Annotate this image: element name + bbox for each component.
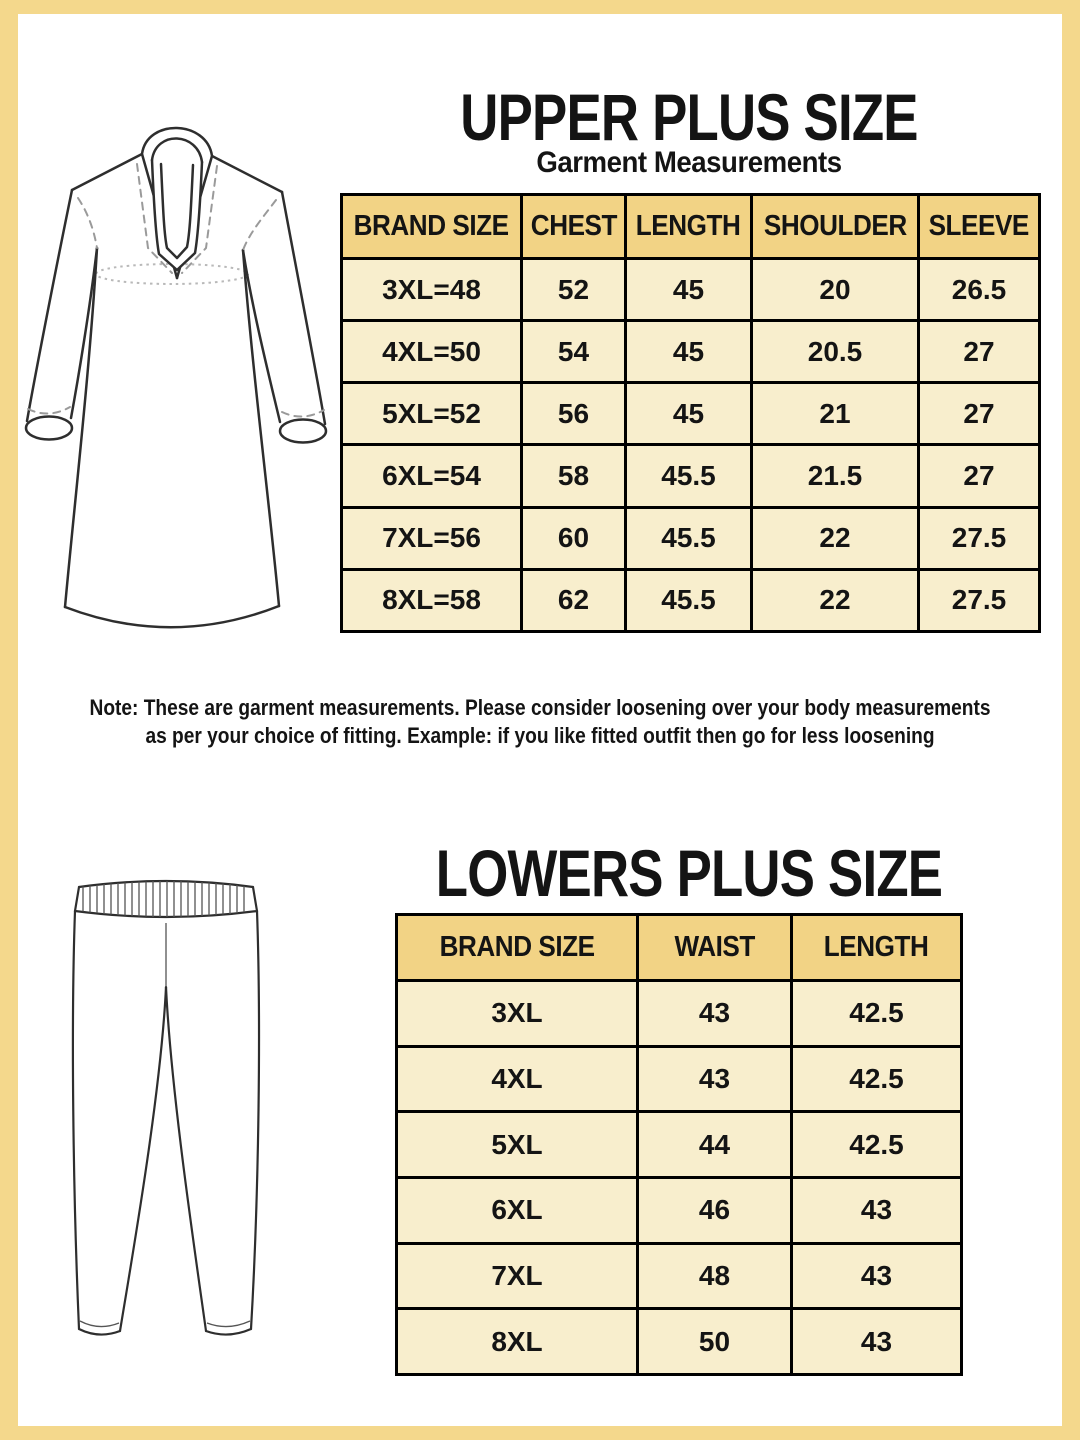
cell-sleeve: 27: [919, 383, 1040, 445]
cell-waist: 43: [638, 1046, 792, 1112]
cell-shoulder: 21.5: [752, 445, 919, 507]
cell-length: 43: [792, 1177, 962, 1243]
upper-row-5xl: [342, 383, 1040, 445]
cell-brand-size: 8XL=58: [342, 569, 522, 631]
cell-chest: 52: [522, 259, 626, 321]
cell-chest: 56: [522, 383, 626, 445]
cell-brand-size: 4XL=50: [342, 321, 522, 383]
cell-chest: 62: [522, 569, 626, 631]
cell-brand-size: 3XL: [397, 981, 638, 1047]
upper-col-chest: CHEST: [522, 195, 626, 259]
cell-sleeve: 27.5: [919, 507, 1040, 569]
note-line-2: as per your choice of fitting. Example: if you like fitted outfit then go for less loosening: [145, 723, 935, 748]
pants-detail-lines: [80, 881, 250, 1327]
cell-shoulder: 22: [752, 569, 919, 631]
upper-col-length: LENGTH: [626, 195, 752, 259]
cell-sleeve: 27: [919, 445, 1040, 507]
cell-waist: 50: [638, 1309, 792, 1375]
upper-section-subtitle: Garment Measurements: [536, 146, 842, 179]
cell-length: 45: [626, 321, 752, 383]
cell-length: 45: [626, 259, 752, 321]
cell-brand-size: 6XL=54: [342, 445, 522, 507]
cell-waist: 44: [638, 1112, 792, 1178]
upper-col-sleeve: SLEEVE: [919, 195, 1040, 259]
measurement-note: [70, 694, 1010, 750]
upper-section-title: UPPER PLUS SIZE: [460, 80, 918, 154]
upper-col-shoulder: SHOULDER: [752, 195, 919, 259]
cell-brand-size: 5XL=52: [342, 383, 522, 445]
cell-waist: 46: [638, 1177, 792, 1243]
lowers-header-row: [397, 915, 962, 981]
cell-length: 42.5: [792, 1112, 962, 1178]
cell-shoulder: 22: [752, 507, 919, 569]
upper-row-4xl: [342, 321, 1040, 383]
cell-length: 42.5: [792, 981, 962, 1047]
cell-sleeve: 27.5: [919, 569, 1040, 631]
cell-waist: 43: [638, 981, 792, 1047]
cell-shoulder: 20.5: [752, 321, 919, 383]
cell-sleeve: 27: [919, 321, 1040, 383]
cell-brand-size: 5XL: [397, 1112, 638, 1178]
lowers-row-6xl: [397, 1177, 962, 1243]
cell-chest: 54: [522, 321, 626, 383]
kurta-illustration: [20, 108, 342, 653]
cell-length: 45.5: [626, 445, 752, 507]
lowers-row-4xl: [397, 1046, 962, 1112]
cell-length: 43: [792, 1309, 962, 1375]
lowers-row-7xl: [397, 1243, 962, 1309]
cell-waist: 48: [638, 1243, 792, 1309]
cell-chest: 58: [522, 445, 626, 507]
note-line-1: Note: These are garment measurements. Please consider loosening over your body measurements: [89, 695, 991, 720]
cell-length: 45: [626, 383, 752, 445]
cell-length: 42.5: [792, 1046, 962, 1112]
kurta-outline: [26, 128, 326, 627]
cell-sleeve: 26.5: [919, 259, 1040, 321]
cell-brand-size: 4XL: [397, 1046, 638, 1112]
lowers-col-waist: WAIST: [638, 915, 792, 981]
cell-brand-size: 8XL: [397, 1309, 638, 1375]
lowers-row-3xl: [397, 981, 962, 1047]
cell-length: 43: [792, 1243, 962, 1309]
lowers-row-8xl: [397, 1309, 962, 1375]
pants-illustration: [70, 872, 262, 1344]
cell-brand-size: 7XL=56: [342, 507, 522, 569]
lowers-col-length: LENGTH: [792, 915, 962, 981]
upper-row-6xl: [342, 445, 1040, 507]
cell-length: 45.5: [626, 507, 752, 569]
upper-size-table: [340, 193, 1041, 633]
lowers-col-brand-size: BRAND SIZE: [397, 915, 638, 981]
lowers-row-5xl: [397, 1112, 962, 1178]
cell-length: 45.5: [626, 569, 752, 631]
cell-brand-size: 6XL: [397, 1177, 638, 1243]
cell-shoulder: 20: [752, 259, 919, 321]
upper-col-brand-size: BRAND SIZE: [342, 195, 522, 259]
cell-brand-size: 3XL=48: [342, 259, 522, 321]
lowers-size-table: [395, 913, 963, 1376]
upper-header-row: [342, 195, 1040, 259]
lowers-section-title: LOWERS PLUS SIZE: [435, 836, 943, 910]
cell-shoulder: 21: [752, 383, 919, 445]
upper-row-7xl: [342, 507, 1040, 569]
upper-row-8xl: [342, 569, 1040, 631]
cell-brand-size: 7XL: [397, 1243, 638, 1309]
upper-row-3xl: [342, 259, 1040, 321]
cell-chest: 60: [522, 507, 626, 569]
